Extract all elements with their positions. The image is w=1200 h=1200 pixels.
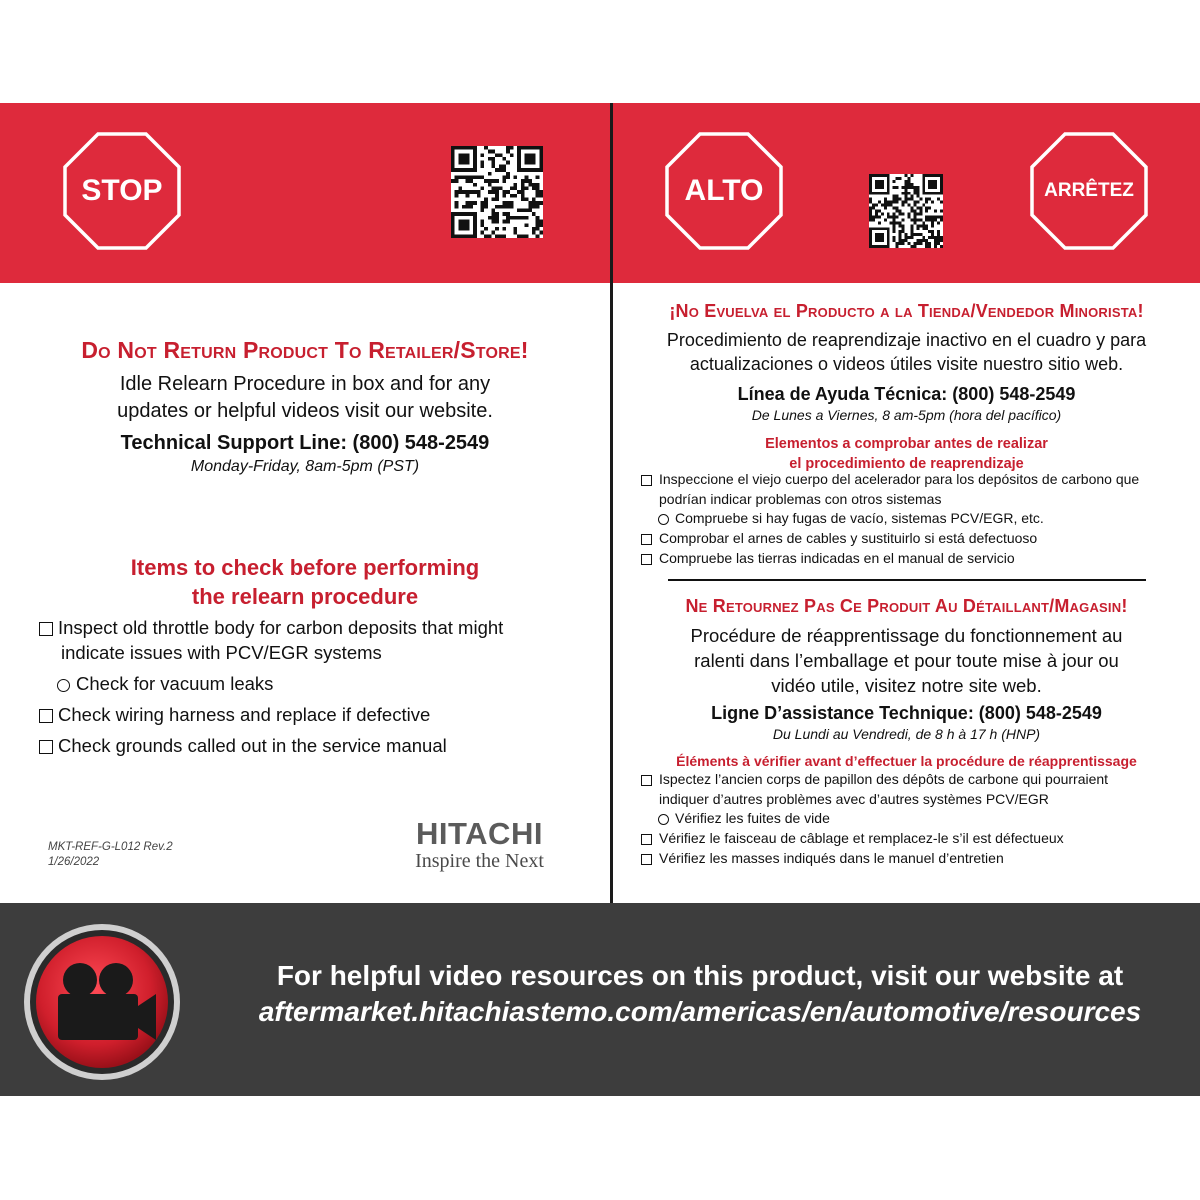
list-item [641,530,1191,550]
checkbox-icon[interactable] [641,534,652,545]
arretez-sign-icon [1030,132,1148,250]
french-support-line: Ligne D’assistance Technique: (800) 548-2549 [711,703,1102,723]
french-intro-line3: vidéo utile, visitez notre site web. [771,675,1042,696]
french-checklist-title: Éléments à vérifier avant d’effectuer la procédure de réapprentissage [676,753,1137,769]
item-text: Check for vacuum leaks [76,673,274,694]
french-heading: Ne Retournez Pas Ce Produit Au Détaillant/Magasin! [685,596,1128,616]
list-item [39,617,599,642]
document-date: 1/26/2022 [48,856,100,868]
footer-line1: For helpful video resources on this product, visit our website at [276,960,1124,991]
brand-tagline: Inspire the Next [415,850,544,872]
circle-bullet-icon[interactable] [658,814,669,825]
checkbox-icon[interactable] [39,740,53,754]
document-code [48,840,173,870]
list-item [641,850,1196,870]
stop-label: STOP [81,174,163,207]
checkbox-icon[interactable] [39,622,53,636]
item-text: Comprobar el arnes de cables y sustituirlo si está defectuoso [659,530,1038,546]
list-item [641,771,1196,791]
checkbox-icon[interactable] [641,854,652,865]
checkbox-icon[interactable] [39,709,53,723]
hitachi-logo [392,818,567,872]
item-text: Vérifiez les masses indiqués dans le manuel d’entretien [659,850,1004,866]
spanish-support-line: Línea de Ayuda Técnica: (800) 548-2549 [737,384,1076,404]
item-text: Inspeccione el viejo cuerpo del acelerador para los depósitos de carbono que [659,471,1140,487]
list-item [39,673,599,704]
document-code-text: MKT-REF-G-L012 Rev.2 [48,841,173,853]
footer-url-link[interactable]: aftermarket.hitachiastemo.com/americas/en/automotive/resources [258,996,1142,1027]
list-item [641,791,1196,810]
item-text: Ispectez l’ancien corps de papillon des dépôts de carbone qui pourraient [659,771,1109,787]
english-intro-line2: updates or helpful videos visit our website. [117,400,493,422]
stop-sign-icon [63,132,181,250]
list-item [39,704,599,735]
item-text: Check grounds called out in the service manual [58,735,447,756]
item-text: podrían indicar problemas con otros sistemas [659,491,942,507]
arretez-label: ARRÊTEZ [1044,180,1134,201]
spanish-section [613,299,1200,474]
english-support-line: Technical Support Line: (800) 548-2549 [120,432,490,454]
french-intro-line1: Procédure de réapprentissage du fonctionnement au [690,625,1123,646]
item-text: Compruebe si hay fugas de vacío, sistemas PCV/EGR, etc. [675,510,1044,526]
item-text: Vérifiez les fuites de vide [675,810,830,826]
checkbox-icon[interactable] [641,554,652,565]
english-section [0,336,610,477]
list-item [641,471,1191,491]
alto-sign-icon [665,132,783,250]
qr-code-icon[interactable] [451,146,543,238]
list-item [39,642,599,673]
english-hours: Monday-Friday, 8am-5pm (PST) [190,458,420,475]
circle-bullet-icon[interactable] [658,514,669,525]
section-separator [668,579,1146,581]
french-section [613,594,1200,771]
english-checklist [39,617,599,766]
spanish-checklist [641,471,1191,570]
list-item [641,550,1191,570]
list-item [641,491,1191,510]
french-hours: Du Lundi au Vendredi, de 8 h à 17 h (HNP) [772,726,1041,742]
qr-code-icon[interactable] [869,174,943,248]
checkbox-icon[interactable] [641,475,652,486]
item-text: Check wiring harness and replace if defective [58,704,431,725]
footer-text [205,958,1195,1030]
column-divider [610,103,613,903]
spanish-hours: De Lunes a Viernes, 8 am-5pm (hora del pacífico) [751,407,1062,423]
list-item [641,810,1196,830]
item-text: Vérifiez le faisceau de câblage et remplacez-le s’il est défectueux [659,830,1064,846]
alto-label: ALTO [684,174,764,207]
brand-name: HITACHI [416,816,543,851]
list-item [641,510,1191,530]
list-item [641,830,1196,850]
item-text: Compruebe las tierras indicadas en el manual de servicio [659,550,1015,566]
checkbox-icon[interactable] [641,834,652,845]
item-text: indiquer d’autres problèmes avec d’autres systèmes PCV/EGR [659,791,1049,807]
spanish-intro-line1: Procedimiento de reaprendizaje inactivo en el cuadro y para [666,330,1147,350]
english-checklist-title [0,553,610,611]
spanish-checklist-title-line1: Elementos a comprobar antes de realizar [765,436,1048,452]
circle-bullet-icon[interactable] [57,679,70,692]
spanish-heading: ¡No Evuelva el Producto a la Tienda/Vendedor Minorista! [669,301,1144,321]
english-intro-line1: Idle Relearn Procedure in box and for any [119,373,491,395]
french-checklist [641,771,1196,870]
english-heading: Do Not Return Product To Retailer/Store! [81,337,529,363]
spanish-checklist-title-line2: el procedimiento de reaprendizaje [789,456,1024,472]
english-checklist-title-line1: Items to check before performing [130,555,480,580]
french-intro-line2: ralenti dans l’emballage et pour toute mise à jour ou [694,650,1119,671]
item-text: Inspect old throttle body for carbon deposits that might [58,617,504,638]
spanish-intro-line2: actualizaciones o videos útiles visite nuestro sitio web. [689,354,1124,374]
list-item [39,735,599,766]
english-checklist-title-line2: the relearn procedure [191,584,419,609]
video-camera-icon[interactable] [22,922,182,1082]
item-text: indicate issues with PCV/EGR systems [61,642,382,663]
checkbox-icon[interactable] [641,775,652,786]
